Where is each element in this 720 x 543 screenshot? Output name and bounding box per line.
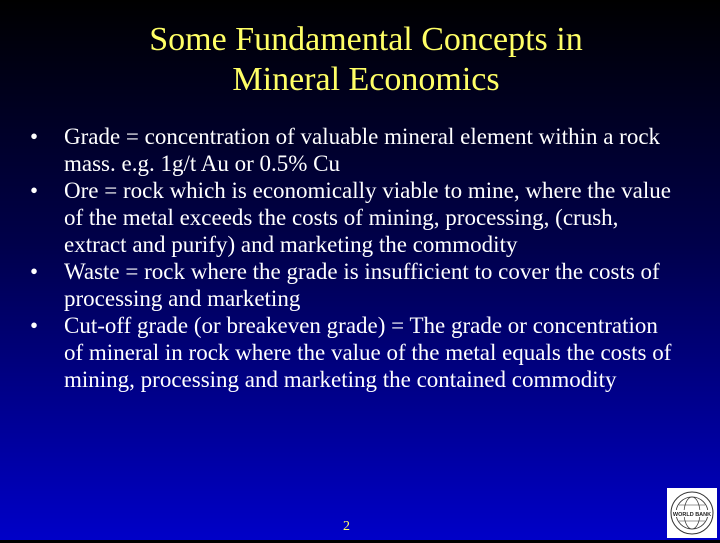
bullet-item-grade xyxy=(30,123,680,177)
bullet-text: Cut-off grade (or breakeven grade) = The grade or concentration of mineral in rock where the value of the metal equals the costs of mining, processing and marketing the contained commodity xyxy=(64,313,672,392)
bullet-dot-icon: • xyxy=(30,178,39,203)
bullet-list xyxy=(30,123,680,393)
slide-title xyxy=(0,20,720,100)
slide-title-line-2: Mineral Economics xyxy=(232,61,500,98)
world-bank-globe-icon xyxy=(667,488,717,538)
bullet-text: Grade = concentration of valuable mineral element within a rock mass. e.g. 1g/t Au or 0.5% Cu xyxy=(64,124,661,176)
bullet-item-cutoff-grade xyxy=(30,312,680,393)
world-bank-logo xyxy=(667,488,717,538)
bullet-item-ore xyxy=(30,177,680,258)
logo-text: WORLD BANK xyxy=(672,512,712,518)
bullet-dot-icon: • xyxy=(30,313,39,338)
page-number: 2 xyxy=(343,519,350,534)
bullet-text: Waste = rock where the grade is insufficient to cover the costs of processing and marketing xyxy=(64,259,660,311)
bullet-text: Ore = rock which is economically viable to mine, where the value of the metal exceeds the costs of mining, processing, (crush, extract and purify) and marketing the commodity xyxy=(64,178,671,257)
slide-title-line-1: Some Fundamental Concepts in xyxy=(149,21,583,58)
bullet-item-waste xyxy=(30,258,680,312)
bullet-dot-icon: • xyxy=(30,124,39,149)
bullet-dot-icon: • xyxy=(30,259,39,284)
